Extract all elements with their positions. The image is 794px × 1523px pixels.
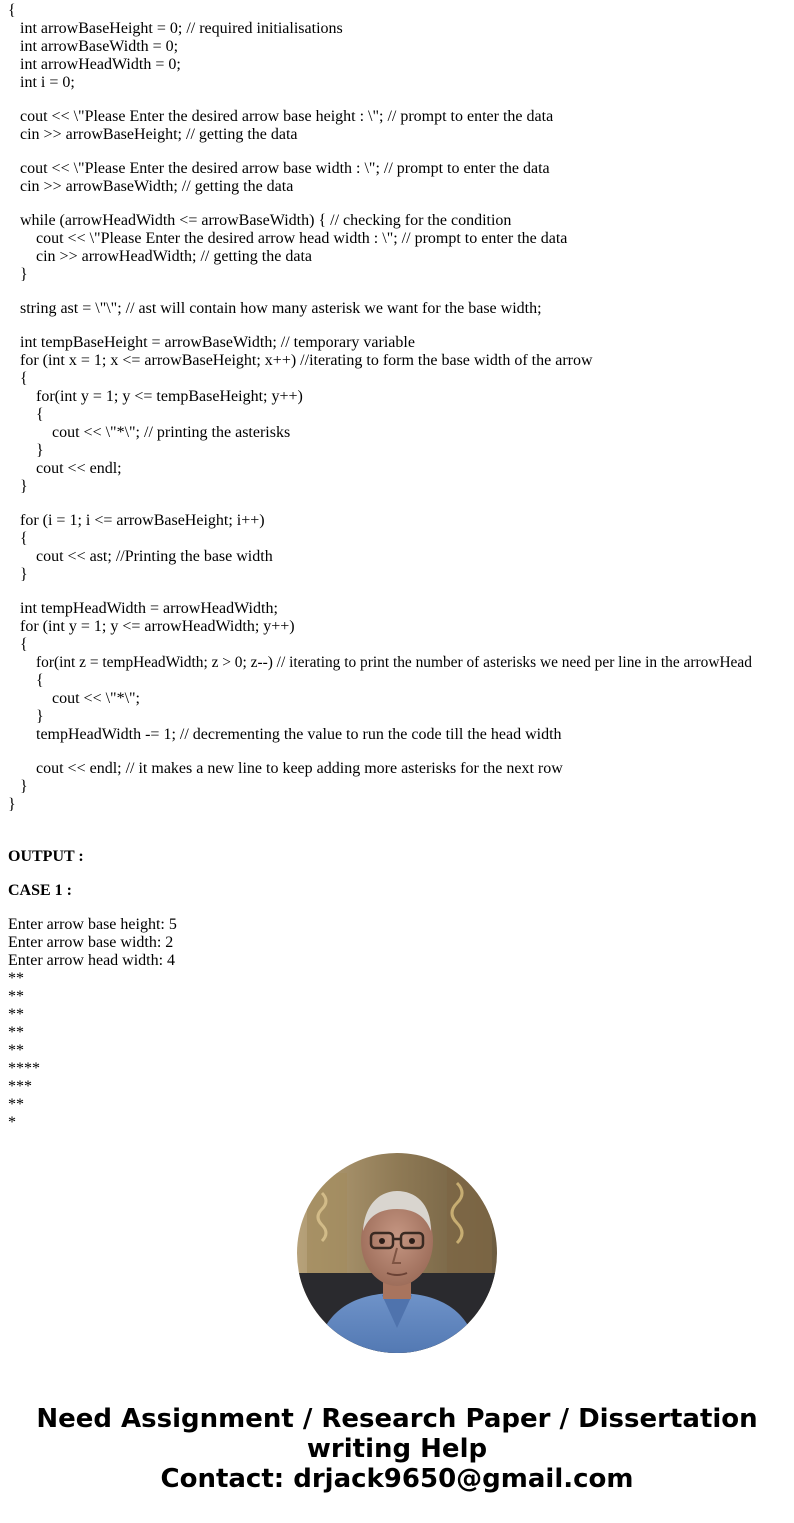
output-line: ** (8, 988, 24, 1005)
code-line: int arrowBaseHeight = 0; // required initialisations (20, 20, 343, 37)
code-line: cout << \"Please Enter the desired arrow base width : \"; // prompt to enter the data (20, 160, 550, 177)
output-line: Enter arrow base height: 5 (8, 916, 177, 933)
output-heading: OUTPUT : (8, 848, 84, 865)
code-line: cout << \"*\"; (52, 690, 140, 707)
code-line: cout << endl; // it makes a new line to keep adding more asterisks for the next row (36, 760, 563, 777)
code-line: { (20, 530, 28, 547)
output-line: ** (8, 1042, 24, 1059)
code-line: } (8, 796, 16, 813)
avatar (297, 1153, 497, 1353)
code-line: cout << \"Please Enter the desired arrow base height : \"; // prompt to enter the data (20, 108, 554, 125)
output-line: ** (8, 1024, 24, 1041)
output-line: ** (8, 1096, 24, 1113)
code-line: for (i = 1; i <= arrowBaseHeight; i++) (20, 512, 265, 529)
output-line: **** (8, 1060, 40, 1077)
code-line: cout << endl; (36, 460, 122, 477)
output-line: ** (8, 970, 24, 987)
code-line: { (36, 672, 44, 689)
output-line: ** (8, 1006, 24, 1023)
code-line: } (20, 266, 28, 283)
code-line: for(int z = tempHeadWidth; z > 0; z--) // iterating to print the number of asterisks we need per line in the arrowHead (36, 654, 752, 671)
code-line: } (20, 478, 28, 495)
code-line: } (20, 566, 28, 583)
code-line: tempHeadWidth -= 1; // decrementing the value to run the code till the head width (36, 726, 562, 743)
code-line: { (20, 636, 28, 653)
code-line: int i = 0; (20, 74, 75, 91)
code-line: while (arrowHeadWidth <= arrowBaseWidth) { // checking for the condition (20, 212, 512, 229)
code-line: for(int y = 1; y <= tempBaseHeight; y++) (36, 388, 303, 405)
code-line: string ast = \"\"; // ast will contain how many asterisk we want for the base width; (20, 300, 542, 317)
banner-line-2: writing Help (306, 1434, 488, 1464)
code-line: } (36, 708, 44, 725)
code-line: int tempHeadWidth = arrowHeadWidth; (20, 600, 278, 617)
code-line: cout << \"Please Enter the desired arrow head width : \"; // prompt to enter the data (36, 230, 568, 247)
output-line: Enter arrow base width: 2 (8, 934, 174, 951)
avatar-portrait-image (297, 1153, 497, 1353)
output-line: * (8, 1114, 16, 1131)
output-line: *** (8, 1078, 32, 1095)
code-line: cin >> arrowBaseWidth; // getting the data (20, 178, 294, 195)
code-line: int arrowHeadWidth = 0; (20, 56, 181, 73)
code-line: } (36, 442, 44, 459)
code-line: cin >> arrowHeadWidth; // getting the data (36, 248, 312, 265)
code-line: { (20, 370, 28, 387)
output-line: Enter arrow head width: 4 (8, 952, 176, 969)
case-label: CASE 1 : (8, 882, 73, 899)
code-line: cout << \"*\"; // printing the asterisks (52, 424, 291, 441)
code-line: for (int x = 1; x <= arrowBaseHeight; x++) //iterating to form the base width of the arrow (20, 352, 593, 369)
code-line: int arrowBaseWidth = 0; (20, 38, 179, 55)
code-line: cout << ast; //Printing the base width (36, 548, 273, 565)
code-open-brace: { (8, 2, 16, 19)
code-line: int tempBaseHeight = arrowBaseWidth; // temporary variable (20, 334, 415, 351)
code-line: for (int y = 1; y <= arrowHeadWidth; y++) (20, 618, 295, 635)
code-line: { (36, 406, 44, 423)
banner-contact: Contact: drjack9650@gmail.com (160, 1464, 634, 1494)
code-line: } (20, 778, 28, 795)
code-line: cin >> arrowBaseHeight; // getting the data (20, 126, 298, 143)
banner-line-1: Need Assignment / Research Paper / Dissertation (36, 1404, 758, 1434)
